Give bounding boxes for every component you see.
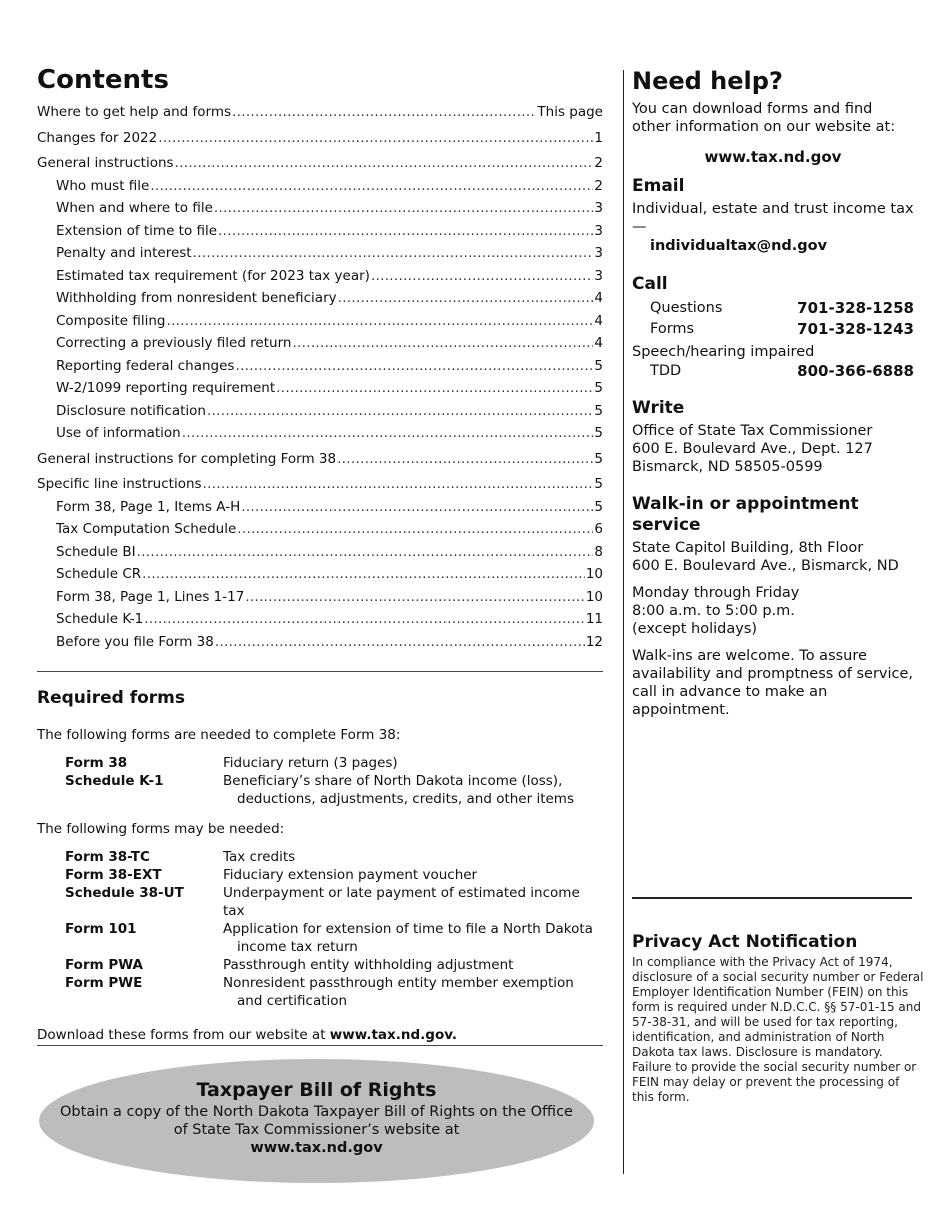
toc-item-title: Extension of time to file [56,222,218,239]
toc-leader [142,566,585,582]
toc-item[interactable] [37,335,603,358]
call-label: Questions [650,300,723,316]
toc-item-page: 5 [594,357,603,374]
toc-leader [182,425,594,441]
divider [37,671,603,672]
toc-item-page: 6 [594,521,603,537]
toc-leader [338,290,594,306]
form-name: Schedule K-1 [65,773,164,789]
toc-item-page: This page [537,104,603,120]
toc-item[interactable] [37,358,603,381]
form-name: Form PWE [65,975,143,991]
tdd-label: TDD [650,363,682,379]
contents-title: Contents [37,65,169,95]
needed-forms-list [65,754,603,808]
mailing-address: Office of State Tax Commissioner 600 E. Boulevard Ave., Dept. 127 Bismarck, ND 58505-0599 [632,423,873,475]
bill-of-rights-link[interactable]: www.tax.nd.gov [250,1140,383,1156]
help-title: Need help? [632,67,783,95]
form-row [65,848,603,866]
toc-item-title: Correcting a previously filed return [56,335,292,351]
toc-item[interactable] [37,380,603,403]
form-description: Tax credits [223,849,296,865]
toc-item-page: 5 [594,476,603,492]
maybe-forms-list [65,848,603,1010]
toc-item-title: General instructions for completing Form 38 [37,450,337,467]
form-description: Nonresident passthrough entity member exemption and certification [223,975,574,1009]
column-divider [623,70,624,1174]
call-row [632,319,914,340]
toc-leader [232,104,536,120]
toc-item-title: Disclosure notification [56,402,206,419]
form-description: Beneficiary’s share of North Dakota income (loss), deductions, adjustments, credits, and other items [223,773,574,807]
toc-item-page: 4 [594,312,603,329]
toc-item-title: Where to get help and forms [37,104,232,120]
left-column [37,64,603,1046]
toc-item[interactable] [37,290,603,313]
toc-leader [218,223,593,239]
phone-number[interactable]: 701-328-1243 [797,320,914,338]
needed-intro: The following forms are needed to complete Form 38: [37,727,401,743]
toc-leader [292,335,593,351]
download-link[interactable]: www.tax.nd.gov. [329,1027,458,1043]
tdd-number[interactable]: 800-366-6888 [797,362,914,380]
toc-item[interactable] [37,589,603,612]
toc-item[interactable] [37,245,603,268]
toc-leader [371,268,593,284]
toc-item-page: 8 [594,543,603,560]
toc-item-title: Reporting federal changes [56,357,235,374]
form-description: Underpayment or late payment of estimated income tax [223,885,580,919]
download-note: Download these forms from our website at www.tax.nd.gov. [37,1027,458,1043]
website-link[interactable]: www.tax.nd.gov [704,148,842,166]
toc-item-title: Estimated tax requirement (for 2023 tax year) [56,267,370,284]
call-row [632,298,914,319]
toc-item-page: 5 [594,380,603,396]
toc-item[interactable] [37,425,603,448]
write-heading: Write [632,398,685,418]
toc-item[interactable] [37,403,603,426]
toc-leader [137,544,594,560]
toc-leader [193,245,594,261]
impaired-label: Speech/hearing impaired [632,344,815,360]
required-forms-title: Required forms [37,688,186,708]
call-heading: Call [632,274,668,294]
toc-item-title: Form 38, Page 1, Lines 1-17 [56,588,245,605]
toc-item-title: Schedule CR [56,566,142,582]
toc-item[interactable] [37,223,603,246]
toc-leader [207,403,593,419]
toc-item[interactable] [37,544,603,567]
form-name: Form PWA [65,957,144,973]
toc-leader [166,313,593,329]
form-row [65,866,603,884]
toc-item[interactable] [37,521,603,544]
toc-item[interactable] [37,566,603,589]
toc-item[interactable] [37,451,603,474]
toc-item-page: 2 [594,177,603,194]
toc-item-title: Schedule K-1 [56,611,144,627]
form-description: Application for extension of time to file a North Dakota income tax return [223,921,593,955]
email-description: Individual, estate and trust income tax— [632,201,914,235]
toc-leader [158,130,593,146]
office-hours: Monday through Friday 8:00 a.m. to 5:00 p.m. (except holidays) [632,585,800,637]
call-list [632,298,914,340]
toc-item-page: 4 [594,335,603,351]
form-row [65,956,603,974]
form-name: Form 101 [65,921,137,937]
toc-leader [235,358,593,374]
toc-item-title: Changes for 2022 [37,129,158,146]
phone-number[interactable]: 701-328-1258 [797,299,914,317]
table-of-contents [37,104,603,656]
bill-of-rights-banner [39,1059,594,1183]
privacy-divider [632,897,912,899]
walkin-address: State Capitol Building, 8th Floor 600 E. Boulevard Ave., Bismarck, ND [632,540,899,574]
bill-of-rights-text: Obtain a copy of the North Dakota Taxpayer Bill of Rights on the Office of State Tax Commissioner’s website at [60,1104,573,1138]
privacy-text: In compliance with the Privacy Act of 1974, disclosure of a social security number or Federal Employer Identification Number (FEIN) on this form is required under N.D.C.C. §§ 57-01-15 and 57-38-31, and will be used for tax reporting, identification, and administration of North Dakota tax laws. Disclosure is mandatory. Failure to provide the social security number or FEIN may delay or prevent the processing of this form. [632,955,924,1104]
toc-item-page: 3 [594,245,603,261]
toc-item-title: Who must file [56,177,150,194]
toc-item-page: 5 [594,498,603,515]
call-label: Forms [650,321,695,337]
toc-item-title: Penalty and interest [56,245,192,261]
toc-item-title: General instructions [37,155,174,171]
walkin-heading: Walk-in or appointment service [632,494,859,535]
toc-leader [245,589,585,605]
toc-item-title: Form 38, Page 1, Items A-H [56,498,241,515]
toc-item-page: 12 [585,633,603,650]
toc-item-page: 2 [594,155,603,171]
email-heading: Email [632,176,685,196]
toc-leader [215,634,585,650]
toc-item-page: 1 [594,129,603,146]
toc-item-title: W-2/1099 reporting requirement [56,380,276,396]
tdd-row [632,361,914,382]
toc-item-title: Schedule BI [56,543,136,560]
toc-item-page: 3 [594,267,603,284]
toc-item[interactable] [37,130,603,153]
toc-leader [276,380,593,396]
toc-leader [150,178,593,194]
form-description: Fiduciary return (3 pages) [223,755,398,771]
toc-item-title: Tax Computation Schedule [56,521,237,537]
toc-leader [241,499,593,515]
toc-leader [203,476,594,492]
toc-item-page: 3 [594,200,603,216]
privacy-title: Privacy Act Notification [632,932,858,952]
toc-item-page: 10 [585,566,603,582]
toc-item-page: 5 [594,402,603,419]
help-intro: You can download forms and find other information on our website at: [632,101,896,135]
toc-item[interactable] [37,611,603,634]
toc-item[interactable] [37,313,603,336]
form-description: Fiduciary extension payment voucher [223,867,478,883]
toc-leader [337,451,593,467]
right-column [632,64,914,719]
form-name: Form 38 [65,755,128,771]
toc-leader [144,611,585,627]
form-description: Passthrough entity withholding adjustment [223,957,514,973]
toc-leader [214,200,594,216]
walkin-note: Walk-ins are welcome. To assure availability and promptness of service, call in advance to make an appointment. [632,648,914,718]
toc-item-title: Composite filing [56,312,166,329]
toc-item-page: 4 [594,290,603,306]
form-row [65,754,603,772]
toc-leader [237,521,593,537]
toc-item[interactable] [37,499,603,522]
form-name: Schedule 38-UT [65,885,184,901]
toc-item-title: Specific line instructions [37,476,202,492]
toc-item-page: 10 [585,588,603,605]
toc-item[interactable] [37,200,603,223]
form-name: Form 38-EXT [65,867,162,883]
toc-leader [175,155,594,171]
email-link[interactable]: individualtax@nd.gov [650,238,828,254]
toc-item[interactable] [37,268,603,291]
toc-item-page: 11 [585,611,603,627]
toc-item-page: 5 [594,425,603,441]
toc-item[interactable] [37,178,603,201]
toc-item-title: Withholding from nonresident beneficiary [56,290,337,306]
form-row [65,974,603,1010]
form-name: Form 38-TC [65,849,150,865]
bill-of-rights-title: Taxpayer Bill of Rights [196,1079,437,1101]
toc-item-title: When and where to file [56,200,213,216]
toc-item-page: 3 [594,222,603,239]
toc-item[interactable] [37,634,603,657]
form-row [65,884,603,920]
toc-item-page: 5 [594,450,603,467]
toc-item-title: Before you file Form 38 [56,633,214,650]
toc-item[interactable] [37,155,603,178]
toc-item[interactable] [37,104,603,127]
toc-item-title: Use of information [56,425,181,441]
form-row [65,920,603,956]
form-row [65,772,603,808]
maybe-intro: The following forms may be needed: [37,821,285,837]
toc-item[interactable] [37,476,603,499]
divider [37,1045,603,1046]
privacy-notice [632,932,924,1105]
